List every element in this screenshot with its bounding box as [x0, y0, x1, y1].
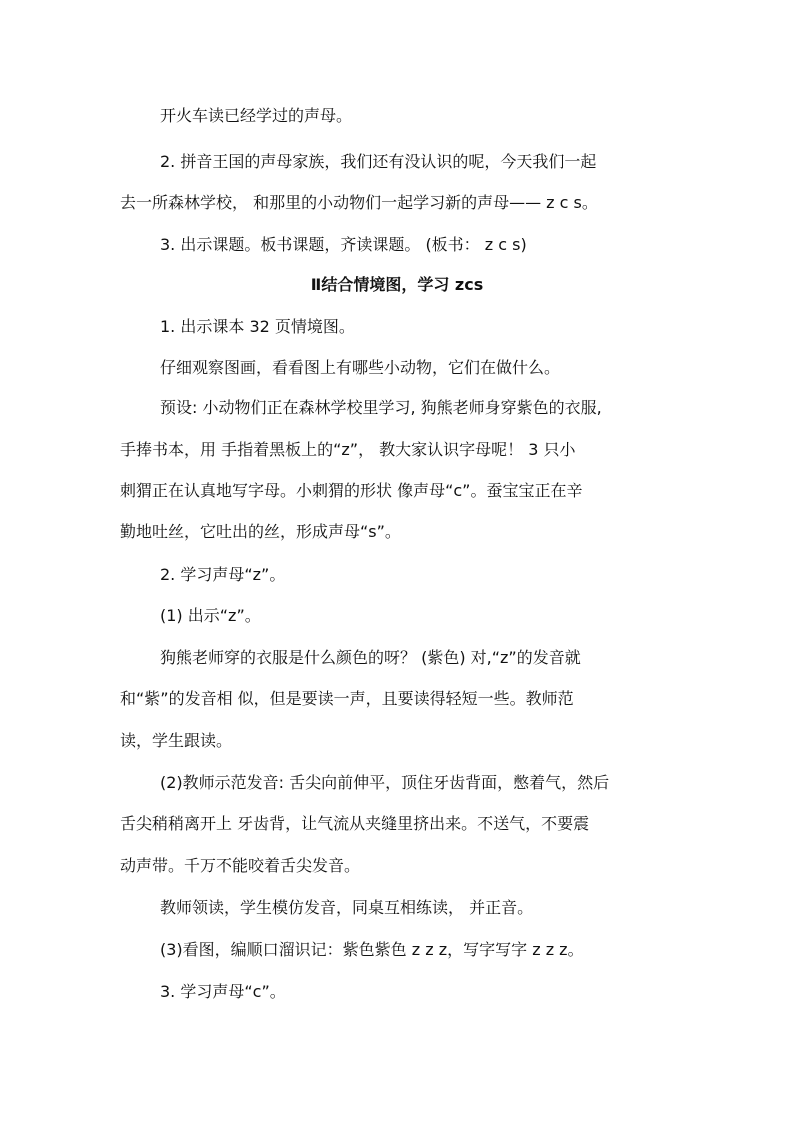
text-line: 1. 出示课本 32 页情境图。 — [160, 317, 355, 336]
text-line: 读，学生跟读。 — [120, 731, 233, 750]
text-line: (2)教师示范发音: 舌尖向前伸平，顶住牙齿背面，憋着气，然后 — [160, 773, 610, 792]
text-line: 仔细观察图画，看看图上有哪些小动物，它们在做什么。 — [160, 358, 561, 377]
text-line: 刺猬正在认真地写字母。小刺猬的形状 像声母“c”。蚕宝宝正在辛 — [120, 481, 583, 500]
text-line: (1) 出示“z”。 — [160, 606, 261, 625]
text-line: 3. 学习声母“c”。 — [160, 982, 286, 1001]
text-line: 手捧书本，用 手指着黑板上的“z”， 教大家认识字母呢！ 3 只小 — [120, 440, 576, 459]
text-line: (3)看图，编顺口溜识记：紫色紫色 z z z，写字写字 z z z。 — [160, 940, 584, 959]
text-line: 去一所森林学校， 和那里的小动物们一起学习新的声母—— z c s。 — [120, 193, 598, 212]
text-line: 教师领读，学生模仿发音，同桌互相练读， 并正音。 — [160, 898, 534, 917]
text-line: 预设: 小动物们正在森林学校里学习, 狗熊老师身穿紫色的衣服, — [160, 398, 602, 417]
text-line: 和“紫”的发音相 似，但是要读一声，且要读得轻短一些。教师范 — [120, 689, 574, 708]
text-line: 狗熊老师穿的衣服是什么颜色的呀？ (紫色) 对,“z”的发音就 — [160, 648, 581, 667]
section-heading: Ⅱ结合情境图，学习 zcs — [310, 275, 484, 294]
text-line: 勤地吐丝，它吐出的丝，形成声母“s”。 — [120, 522, 401, 541]
text-line: 2. 学习声母“z”。 — [160, 565, 286, 584]
text-line: 开火车读已经学过的声母。 — [160, 106, 353, 125]
text-line: 2. 拼音王国的声母家族，我们还有没认识的呢，今天我们一起 — [160, 152, 597, 171]
text-line: 3. 出示课题。板书课题，齐读课题。 (板书： z c s) — [160, 235, 527, 254]
text-line: 动声带。千万不能咬着舌尖发音。 — [120, 856, 361, 875]
text-line: 舌尖稍稍离开上 牙齿背，让气流从夹缝里挤出来。不送气，不要震 — [120, 814, 590, 833]
